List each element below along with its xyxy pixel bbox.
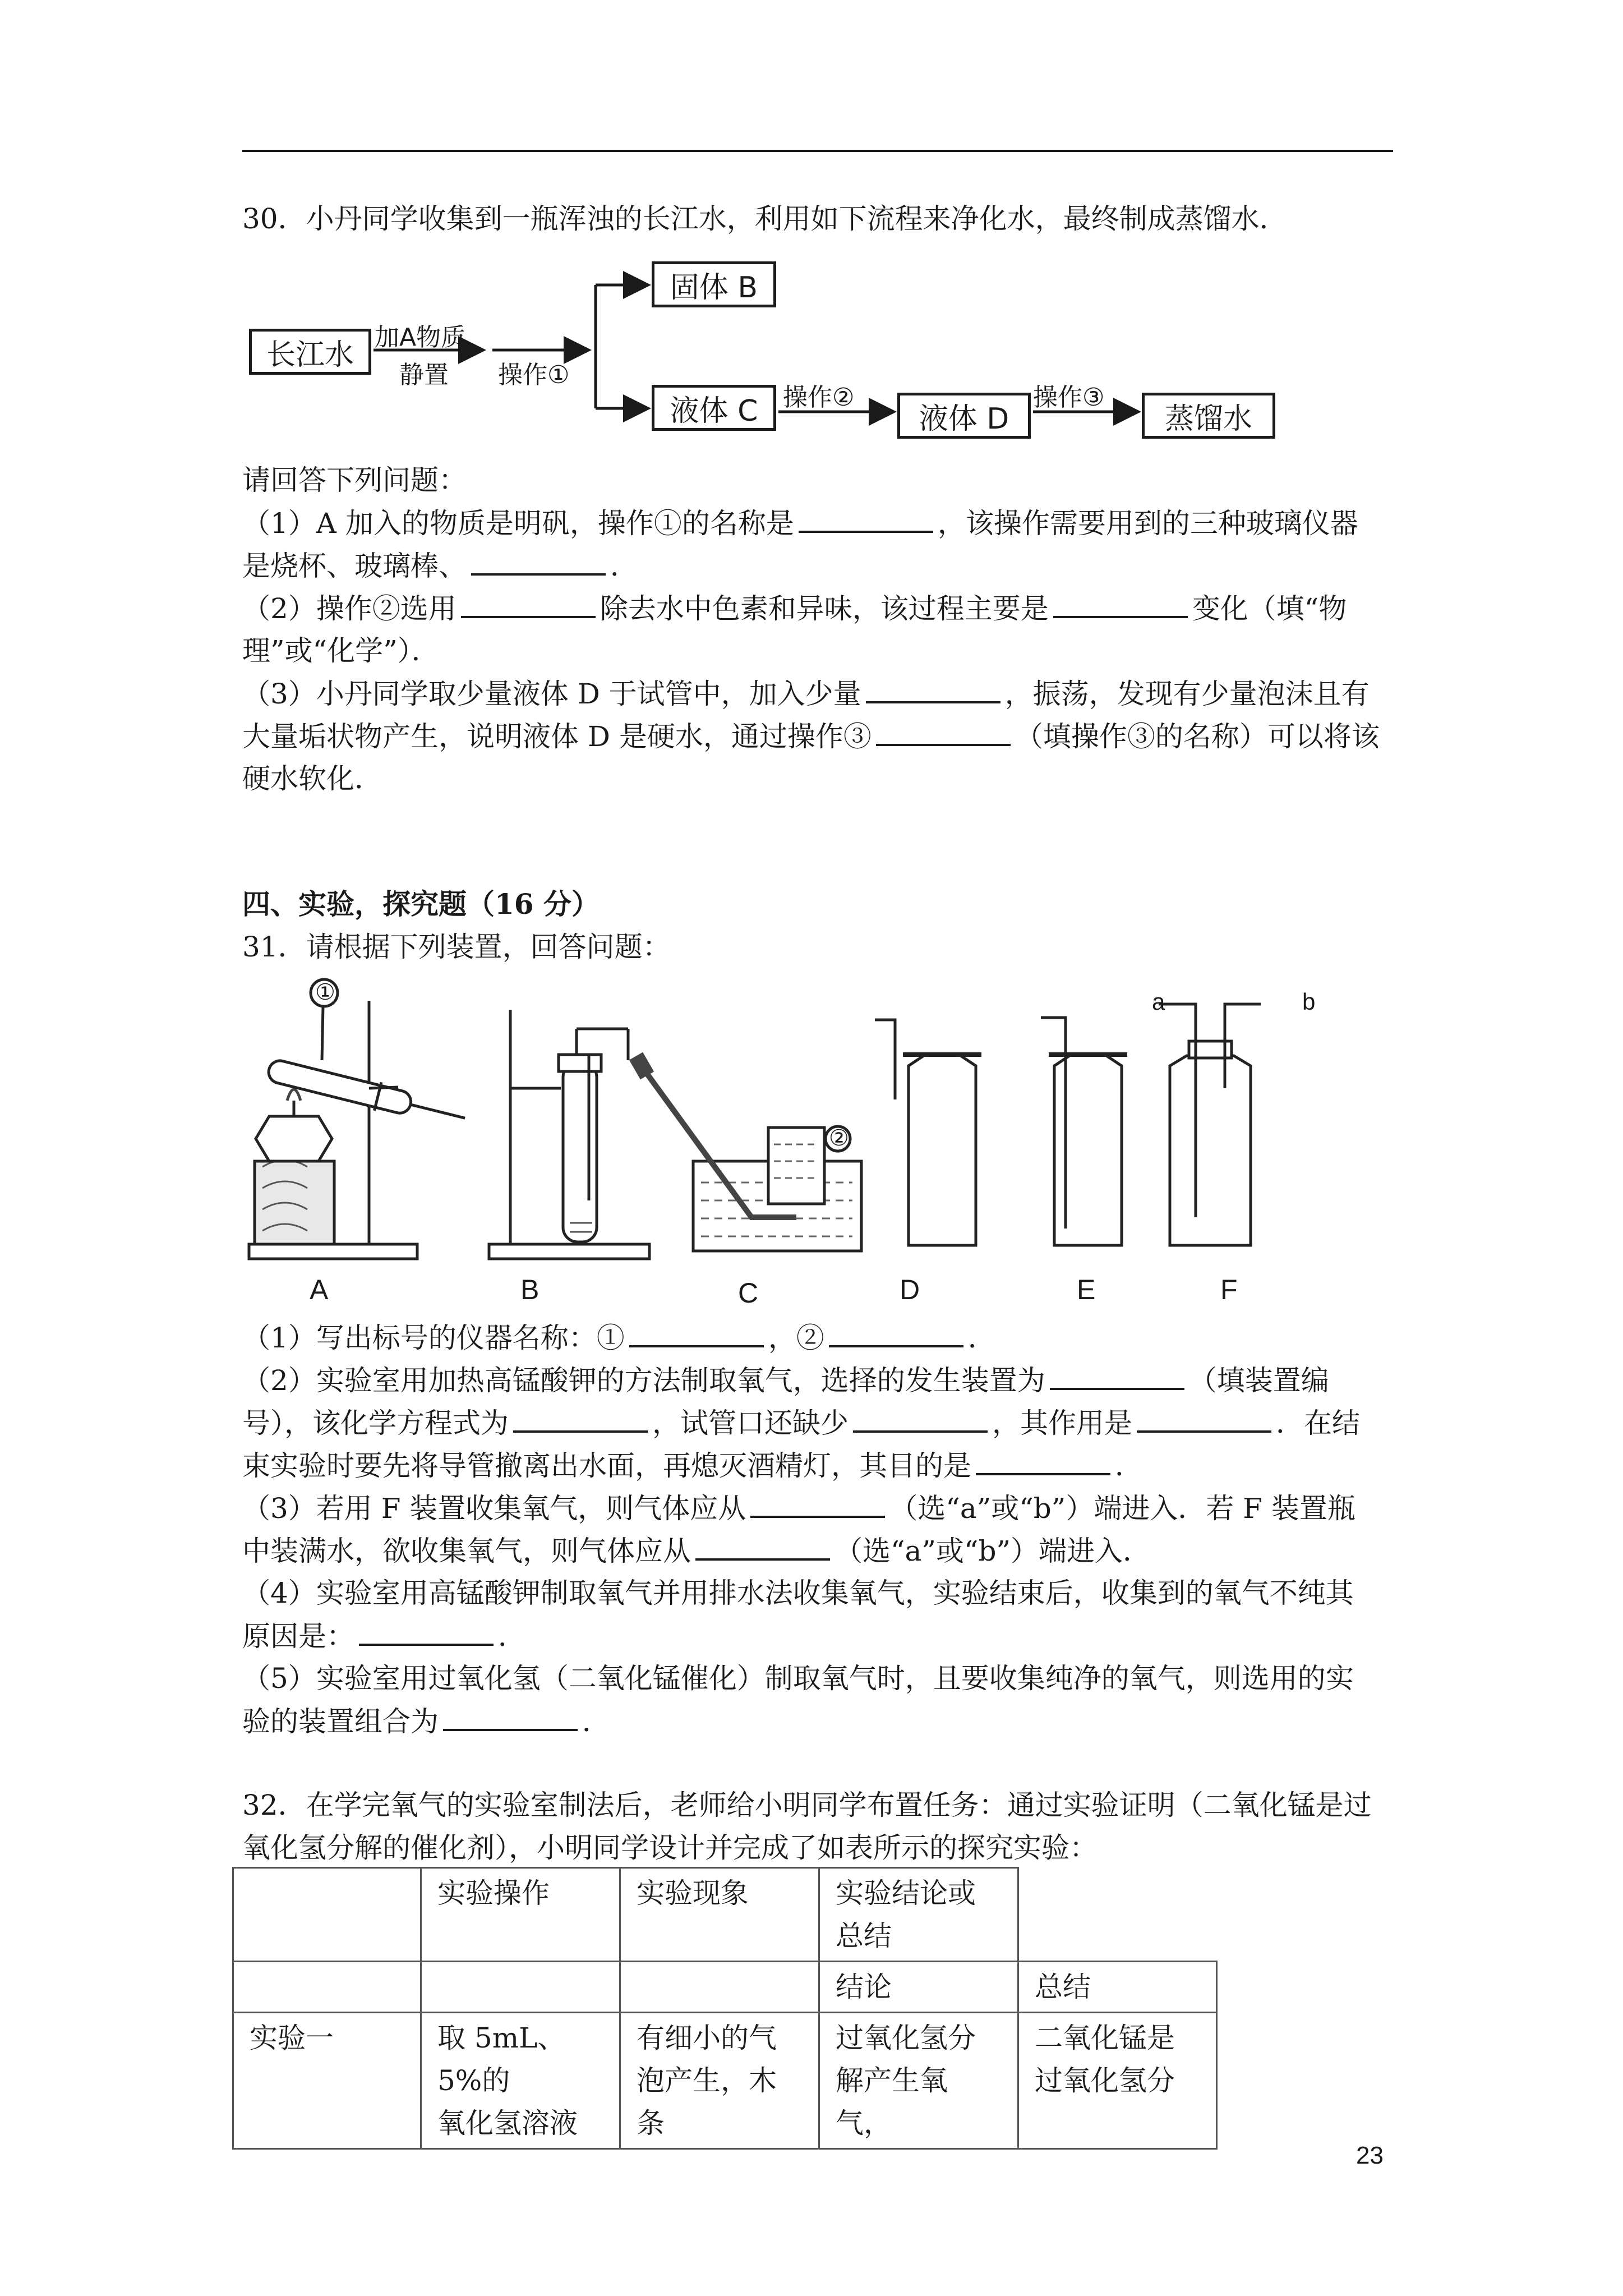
q31-part5-line2: 验的装置组合为 ． [242, 1700, 610, 1743]
q31-part4-line1: （4）实验室用高锰酸钾制取氧气并用排水法收集氧气，实验结束后，收集到的氧气不纯其 [242, 1577, 1354, 1609]
table-row [233, 1868, 1217, 1962]
apparatus-a [249, 979, 468, 1259]
q30-ask: 请回答下列问题： [242, 464, 467, 496]
answer-blank[interactable] [461, 587, 596, 618]
q32-intro-line1: 32．在学完氧气的实验室制法后，老师给小明同学布置任务：通过实验证明（二氧化锰是过 [242, 1789, 1372, 1821]
apparatus-d [875, 1020, 981, 1245]
q30-part3-line1: （3）小丹同学取少量液体 D 于试管中，加入少量 ，振荡，发现有少量泡沫且有 [242, 672, 1370, 715]
answer-blank[interactable] [1053, 587, 1188, 618]
q31-part1: （1）写出标号的仪器名称：① ，② ． [242, 1316, 996, 1359]
answer-blank[interactable] [799, 501, 933, 533]
table-cell: 取 5mL、5%的 氧化氢溶液 [421, 2013, 620, 2149]
answer-blank[interactable] [443, 1700, 578, 1731]
answer-blank[interactable] [750, 1487, 885, 1518]
page-number: 23 [1356, 2142, 1384, 2169]
apparatus-label-a: A [310, 1274, 329, 1305]
q31-part2-line3: 束实验时要先将导管撤离出水面，再熄灭酒精灯，其目的是 ． [242, 1444, 1143, 1487]
answer-blank[interactable] [1050, 1359, 1184, 1390]
table-cell [233, 1962, 421, 2013]
experiment-table [232, 1867, 1218, 2150]
table-cell [233, 1868, 421, 1962]
apparatus-e [1041, 1018, 1127, 1245]
answer-blank[interactable] [1137, 1401, 1271, 1433]
flow-op3-label: 操作③ [1033, 383, 1105, 412]
answer-blank[interactable] [629, 1316, 764, 1347]
q30-part3-line2: 大量垢状物产生，说明液体 D 是硬水，通过操作③ （填操作③的名称）可以将该 [242, 715, 1380, 758]
apparatus-b [489, 1010, 649, 1259]
q31-part2-line2: 号），该化学方程式为 ，试管口还缺少 ，其作用是 ．在结 [242, 1401, 1360, 1444]
table-cell: 过氧化氢分 解产生氧气， [819, 2013, 1018, 2149]
answer-blank[interactable] [876, 715, 1011, 746]
flow-op2-label: 操作② [783, 383, 855, 412]
answer-blank[interactable] [359, 1614, 494, 1646]
port-b-label: b [1302, 988, 1316, 1015]
q31-intro: 31．请根据下列装置，回答问题： [242, 931, 671, 963]
marker-1: ① [315, 980, 335, 1005]
flow-liquid-d-box: 液体 D [897, 393, 1031, 439]
answer-blank[interactable] [866, 672, 1000, 703]
apparatus-label-f: F [1220, 1274, 1238, 1305]
q31-part3-line1: （3）若用 F 装置收集氧气，则气体应从 （选“a”或“b”）端进入．若 F 装置瓶 [242, 1487, 1355, 1530]
answer-blank[interactable] [976, 1444, 1110, 1475]
section-heading: 四、实验，探究题（16 分） [242, 887, 600, 921]
table-cell: 结论 [819, 1962, 1018, 2013]
table-cell [620, 1962, 819, 2013]
flow-arrows [0, 0, 1623, 460]
apparatus-label-c: C [738, 1277, 759, 1309]
answer-blank[interactable] [471, 544, 606, 576]
flow-step1-bottom: 静置 [399, 361, 449, 389]
table-cell: 总结 [1018, 1962, 1217, 2013]
flow-end-box: 蒸馏水 [1142, 393, 1275, 439]
q30-part1-line1: （1）A 加入的物质是明矾，操作①的名称是 ，该操作需要用到的三种玻璃仪器 [242, 501, 1358, 545]
table-cell [1018, 1868, 1217, 1962]
apparatus-label-e: E [1077, 1274, 1096, 1305]
table-cell: 实验操作 [421, 1868, 620, 1962]
table-cell: 实验现象 [620, 1868, 819, 1962]
q30-part3-line3: 硬水软化． [242, 762, 382, 795]
answer-blank[interactable] [513, 1401, 648, 1433]
table-row [233, 2013, 1217, 2149]
flow-liquid-c-box: 液体 C [652, 385, 776, 431]
q30-part2-line1: （2）操作②选用 除去水中色素和异味，该过程主要是 变化（填“物 [242, 587, 1347, 630]
flow-op1-label: 操作① [498, 361, 570, 389]
answer-blank[interactable] [829, 1316, 963, 1347]
q30-part1-line2: 是烧杯、玻璃棒、 ． [242, 544, 638, 587]
port-a-label: a [1152, 988, 1165, 1015]
apparatus-label-b: B [520, 1274, 540, 1305]
q30-part2-line2: 理”或“化学”）． [242, 634, 440, 667]
q31-part3-line2: 中装满水，欲收集氧气，则气体应从 （选“a”或“b”）端进入． [242, 1529, 1151, 1572]
table-row [233, 1962, 1217, 2013]
table-cell: 实验结论或 总结 [819, 1868, 1018, 1962]
table-cell: 二氧化锰是 过氧化氢分 [1018, 2013, 1217, 2149]
apparatus-f [1159, 1004, 1261, 1245]
apparatus-label-d: D [900, 1274, 920, 1305]
apparatus-c [629, 1052, 861, 1251]
table-cell [421, 1962, 620, 2013]
table-cell: 有细小的气 泡产生，木条 [620, 2013, 819, 2149]
q31-part2-line1: （2）实验室用加热高锰酸钾的方法制取氧气，选择的发生装置为 （填装置编 [242, 1359, 1329, 1402]
q31-part5-line1: （5）实验室用过氧化氢（二氧化锰催化）制取氧气时，且要收集纯净的氧气，则选用的实 [242, 1662, 1354, 1695]
flow-start-box: 长江水 [249, 329, 371, 375]
answer-blank[interactable] [853, 1401, 988, 1433]
q32-intro-line2: 氧化氢分解的催化剂），小明同学设计并完成了如表所示的探究实验： [242, 1832, 1098, 1864]
q30-intro: 30．小丹同学收集到一瓶浑浊的长江水，利用如下流程来净化水，最终制成蒸馏水． [242, 203, 1288, 235]
answer-blank[interactable] [695, 1529, 830, 1561]
flow-solid-box: 固体 B [652, 261, 776, 307]
marker-2: ② [829, 1126, 849, 1151]
flow-step1-top: 加A物质 [375, 323, 466, 352]
table-cell: 实验一 [233, 2013, 421, 2149]
q31-part4-line2: 原因是： ． [242, 1614, 526, 1658]
lab-apparatus-diagram [236, 976, 1335, 1279]
